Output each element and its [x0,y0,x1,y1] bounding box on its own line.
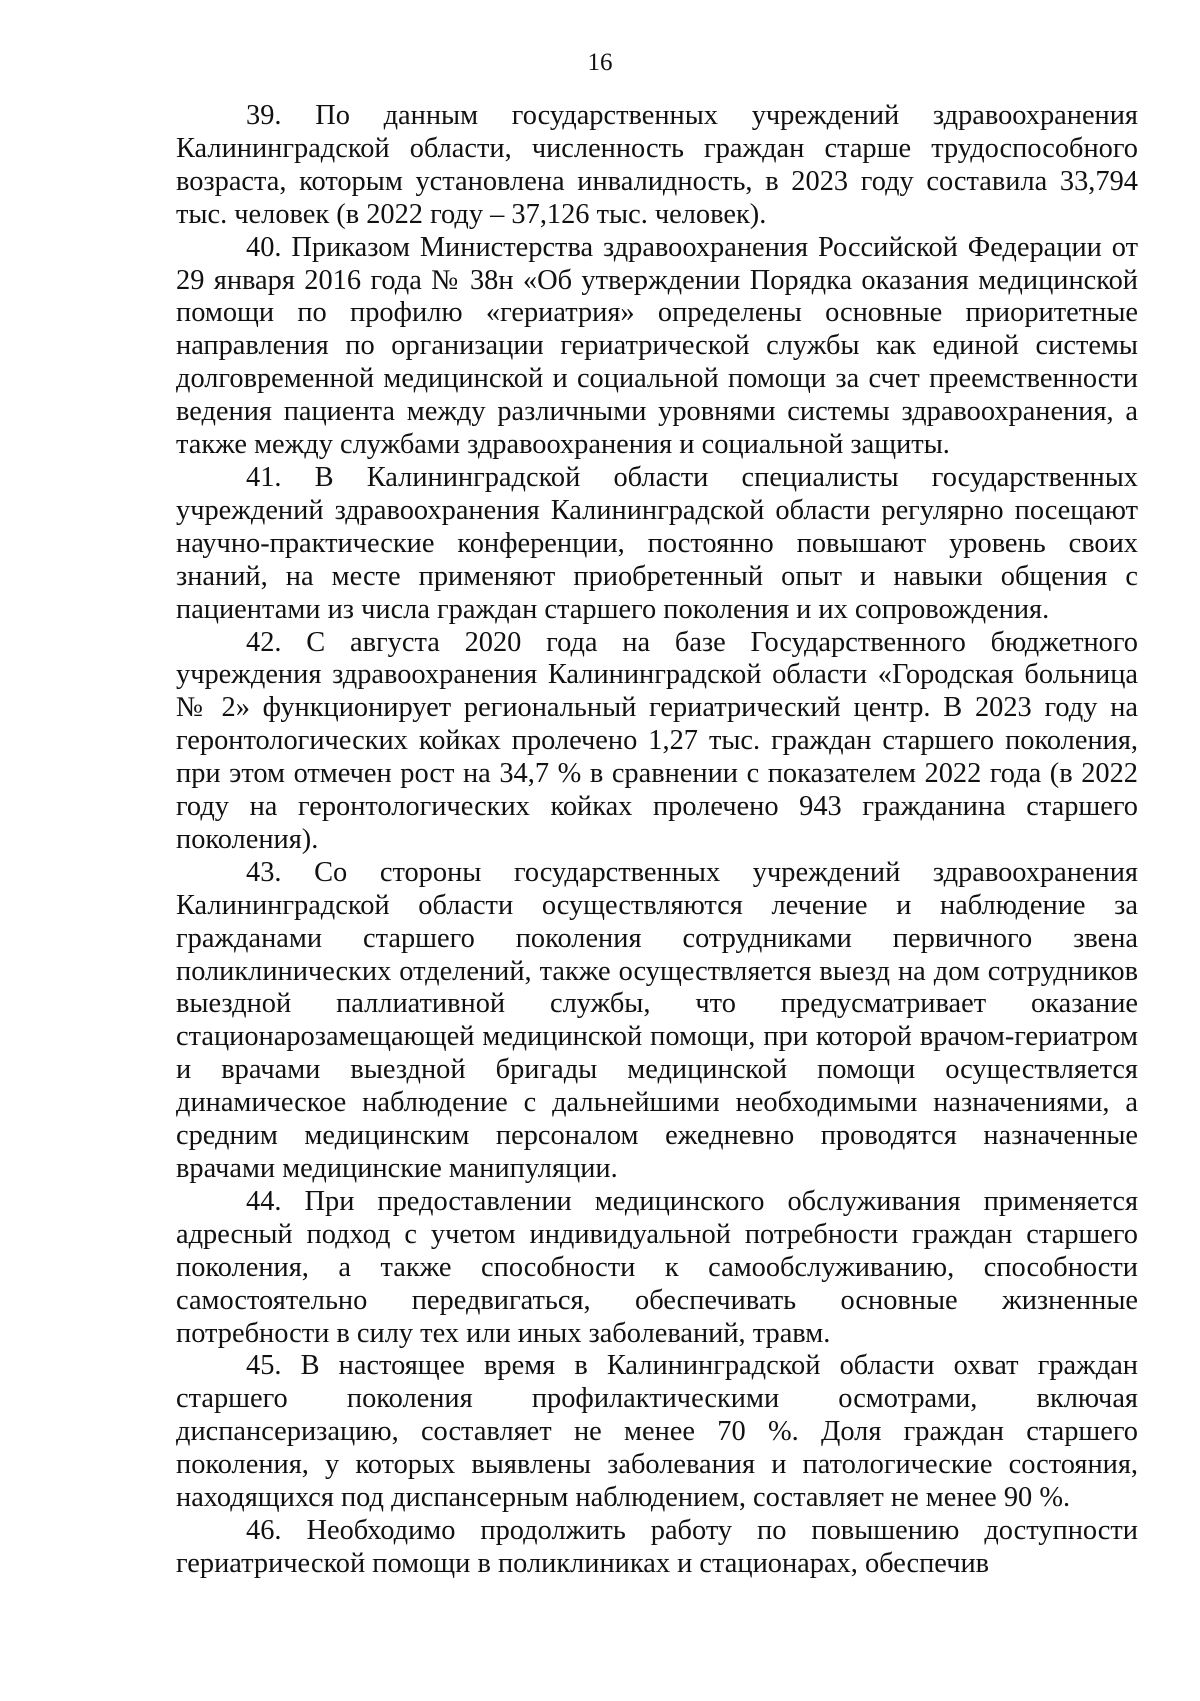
paragraph-43: 43. Со стороны государственных учреждений здравоохранения Калининградской области осуществляются лечение и наблюдение за гражданами старшего поколения сотрудниками первичного звена поликлинических отделений, также осуществляется выезд на дом сотрудников выездной паллиативной службы, что предусматривает оказание стационарозамещающей медицинской помощи, при которой врачом-гериатром и врачами выездной бригады медицинской помощи осуществляется динамическое наблюдение с дальнейшими необходимыми назначениями, а средним медицинским персоналом ежедневно проводятся назначенные врачами медицинские манипуляции. [176,856,1138,1184]
paragraph-40: 40. Приказом Министерства здравоохранения Российской Федерации от 29 января 2016 года № 38н «Об утверждении Порядка оказания медицинской помощи по профилю «гериатрия» определены основные приоритетные направления по организации гериатрической службы как единой системы долговременной медицинской и социальной помощи за счет преемственности ведения пациента между различными уровнями системы здравоохранения, а также между службами здравоохранения и социальной защиты. [176,231,1138,461]
paragraph-41: 41. В Калининградской области специалисты государственных учреждений здравоохранения Калининградской области регулярно посещают научно-практические конференции, постоянно повышают уровень своих знаний, на месте применяют приобретенный опыт и навыки общения с пациентами из числа граждан старшего поколения и их сопровождения. [176,461,1138,625]
paragraph-46: 46. Необходимо продолжить работу по повышению доступности гериатрической помощи в поликлиниках и стационарах, обеспечив [176,1514,1138,1579]
paragraph-44: 44. При предоставлении медицинского обслуживания применяется адресный подход с учетом индивидуальной потребности граждан старшего поколения, а также способности к самообслуживанию, способности самостоятельно передвигаться, обеспечивать основные жизненные потребности в силу тех или иных заболеваний, травм. [176,1185,1138,1349]
paragraph-45: 45. В настоящее время в Калининградской области охват граждан старшего поколения профилактическими осмотрами, включая диспансеризацию, составляет не менее 70 %. Доля граждан старшего поколения, у которых выявлены заболевания и патологические состояния, находящихся под диспансерным наблюдением, составляет не менее 90 %. [176,1350,1138,1514]
paragraph-42: 42. С августа 2020 года на базе Государственного бюджетного учреждения здравоохранения Калининградской области «Городская больница № 2» функционирует региональный гериатрический центр. В 2023 году на геронтологических койках пролечено 1,27 тыс. граждан старшего поколения, при этом отмечен рост на 34,7 % в сравнении с показателем 2022 года (в 2022 году на геронтологических койках пролечено 943 гражданина старшего поколения). [176,626,1138,855]
document-body [176,100,1138,1581]
paragraph-39: 39. По данным государственных учреждений здравоохранения Калининградской области, численность граждан старше трудоспособного возраста, которым установлена инвалидность, в 2023 году составила 33,794 тыс. человек (в 2022 году – 37,126 тыс. человек). [176,100,1138,230]
page-number: 16 [587,49,613,76]
